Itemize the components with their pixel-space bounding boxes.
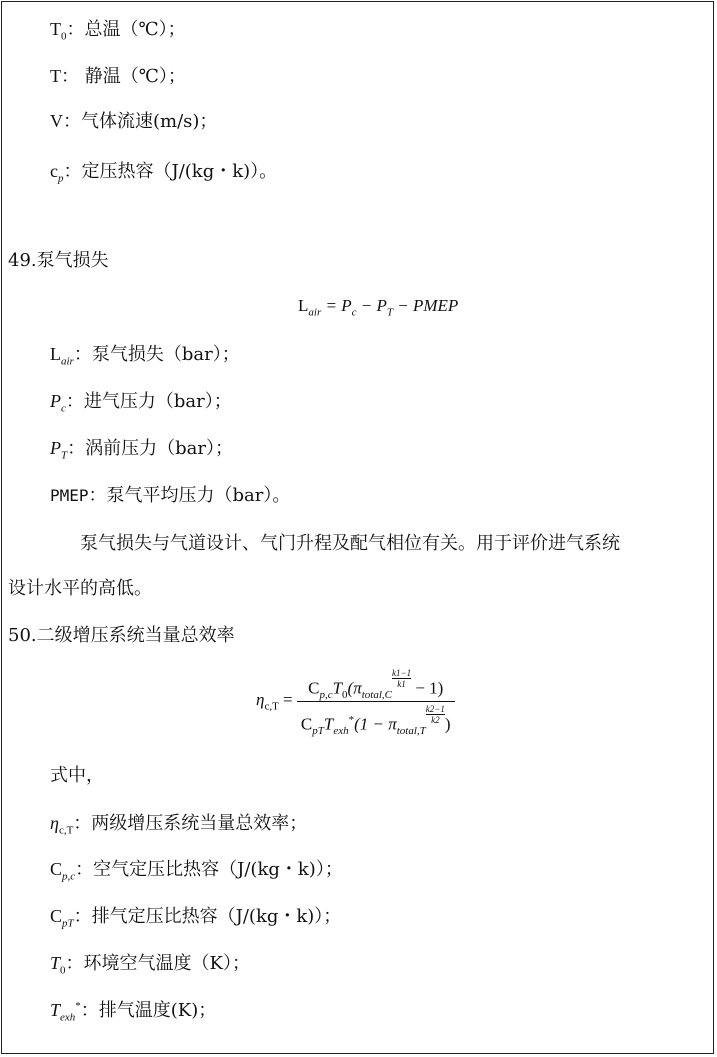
def-cpt: $C_{pT}$：排气定压比热容（J/(kg・k)）；: [50, 906, 342, 930]
def-v: V：气体流速(m/s)；: [50, 111, 218, 132]
equation-50: $\eta_{c,T}$ = $C_{p,c}T_0(\pi_{total,C}$ $\frac{k1-1}{k1}$ − 1) $C_{pT}T_{exh}^*(1 - \pi_{total,T}$ $\frac{k2-1}{k2}$ ): [256, 668, 455, 734]
paragraph-49-line1: 泵气损失与气道设计、气门升程及配气相位有关。用于评价进气系统: [80, 533, 620, 554]
fraction-denominator: $C_{pT}T_{exh}^*(1 - \pi_{total,T}$ $\frac{k2-1}{k2}$ ): [300, 703, 451, 737]
page-frame: [1, 1, 714, 1054]
def-pmep: PMEP：泵气平均压力（bar）。: [50, 485, 291, 506]
efficiency-fraction: [297, 668, 455, 737]
def-eta: $\eta_{c,T}$：两级增压系统当量总效率；: [50, 813, 308, 837]
equals-sign: =: [278, 690, 297, 710]
def-t0: $T_0$：总温（℃）；: [50, 19, 186, 43]
def-cp: $c_p$：定压热容（J/(kg・k)）。: [50, 161, 278, 185]
def-cpc: $C_{p,c}$：空气定压比热容（J/(kg・k)）；: [50, 859, 343, 883]
section-49-heading: 49.泵气损失: [8, 250, 109, 271]
denominator-exponent: $\frac{k2-1}{k2}$: [425, 703, 445, 725]
def-pc: $P_c$：进气压力（bar）；: [50, 391, 232, 415]
section-50-heading: 50.二级增压系统当量总效率: [8, 625, 235, 646]
def-t0-ambient: $T_0$：环境空气温度（K）；: [50, 953, 250, 977]
fraction-numerator: $C_{p,c}T_0(\pi_{total,C}$ $\frac{k1-1}{k1}$ − 1): [297, 668, 455, 702]
intro-text: 式中，: [50, 765, 104, 786]
def-texh: $T_{exh}^*$：排气温度(K)；: [50, 1000, 217, 1024]
def-lair: $L_{air}$：泵气损失（bar）；: [50, 344, 240, 368]
def-t: T： 静温（℃）；: [50, 66, 186, 87]
numerator-exponent: $\frac{k1-1}{k1}$: [392, 668, 412, 689]
equation-49: $L_{air} = P_c - P_T$ − PMEP: [298, 296, 459, 319]
def-pt: $P_T$：涡前压力（bar）；: [50, 438, 233, 462]
paragraph-49-line2: 设计水平的高低。: [8, 578, 152, 599]
